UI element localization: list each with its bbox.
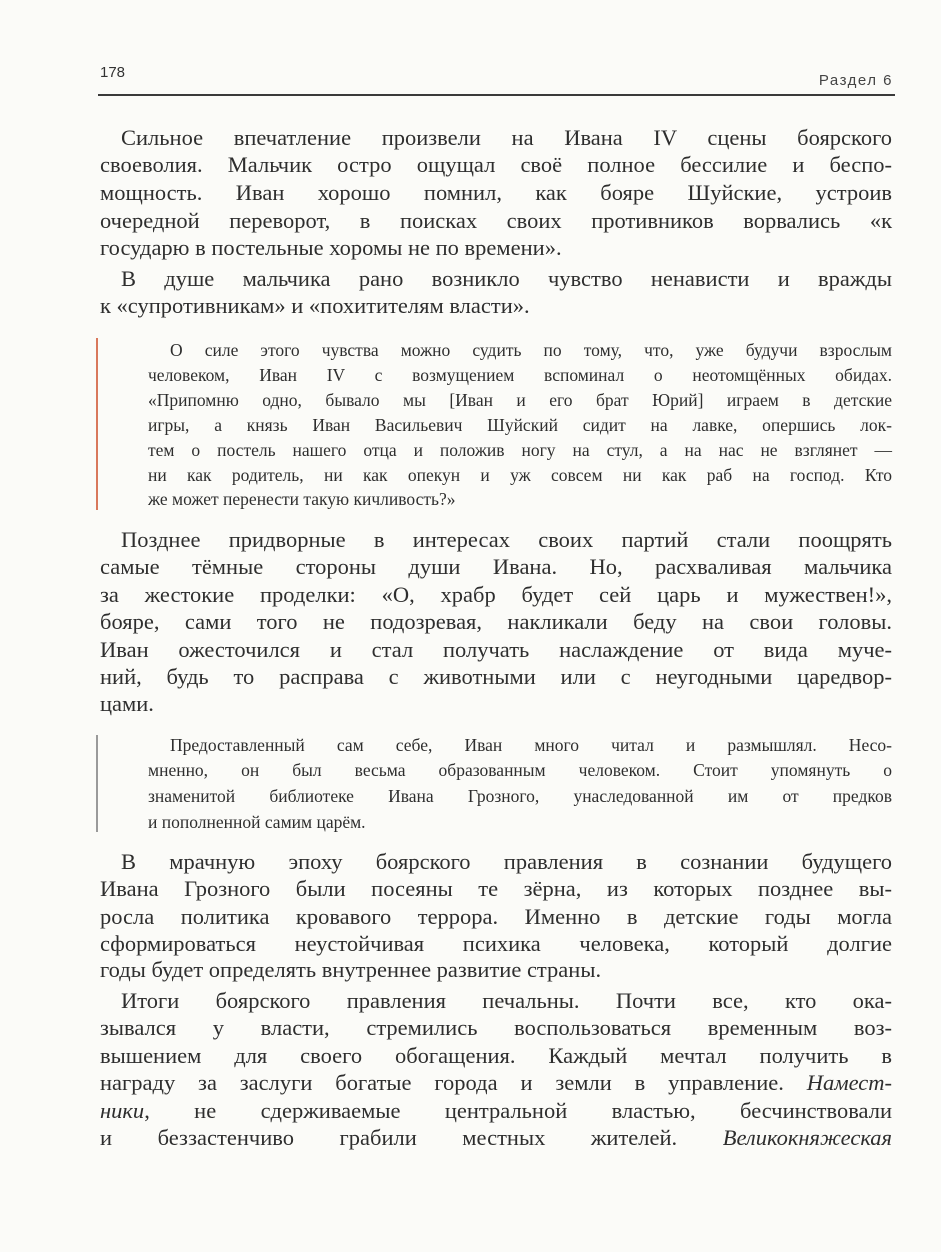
text-span: же может перенести такую кичливость?»	[148, 489, 456, 509]
text-span: Позднее придворные в интересах своих партий стали поощрять	[121, 527, 892, 552]
text-span: Иван ожесточился и стал получать наслаждение от вида муче-	[100, 637, 892, 662]
text-span: бояре, сами того не подозревая, накликали беду на свои головы.	[100, 609, 892, 634]
text-span: зывался у власти, стремились воспользоваться временным воз-	[100, 1015, 892, 1040]
text-span: самые тёмные стороны души Ивана. Но, расхваливая мальчика	[100, 554, 892, 579]
paragraph-line	[100, 1042, 892, 1070]
paragraph-line	[100, 930, 892, 958]
quote-line	[148, 413, 892, 438]
quote-line	[148, 388, 892, 413]
text-span: и пополненной самим царём.	[148, 812, 366, 832]
quote-line	[170, 338, 892, 363]
paragraph-line	[100, 1097, 892, 1125]
text-span: мощность. Иван хорошо помнил, как бояре Шуйские, устроив	[100, 180, 892, 205]
text-span: росла политика кровавого террора. Именно в детские годы могла	[100, 904, 892, 929]
paragraph-line	[100, 690, 892, 718]
text-span: награду за заслуги богатые города и земли в управление.	[100, 1070, 807, 1095]
paragraph-line	[100, 608, 892, 636]
text-span: «Припомню одно, бывало мы [Иван и его брат Юрий] играем в детские	[148, 390, 892, 410]
text-span: вышением для своего обогащения. Каждый мечтал получить в	[100, 1043, 892, 1068]
paragraph-line	[100, 581, 892, 609]
paragraph-line	[100, 956, 892, 984]
text-span: тем о постель нашего отца и положив ногу на стул, а на нас не взглянет —	[148, 440, 892, 460]
paragraph-line	[100, 553, 892, 581]
paragraph-line	[100, 875, 892, 903]
paragraph-line	[100, 179, 892, 207]
text-span: мненно, он был весьма образованным человеком. Стоит упомянуть о	[148, 760, 892, 780]
paragraph-line	[100, 151, 892, 179]
paragraph-line	[100, 292, 892, 320]
text-span: Предоставленный сам себе, Иван много читал и размышлял. Несо-	[170, 735, 892, 755]
text-span: сформироваться неустойчивая психика человека, который долгие	[100, 931, 892, 956]
quote-bar-2	[96, 735, 98, 832]
quote-line	[148, 363, 892, 388]
text-span: Сильное впечатление произвели на Ивана IV сцены боярского	[121, 125, 892, 150]
text-span: к «супротивникам» и «похитителям власти».	[100, 293, 530, 318]
text-span: за жестокие проделки: «О, храбр будет сей царь и мужествен!»,	[100, 582, 892, 607]
text-span: В душе мальчика рано возникло чувство ненависти и вражды	[121, 266, 892, 291]
quote-bar-1	[96, 338, 98, 510]
text-span: и беззастенчиво грабили местных жителей.	[100, 1125, 723, 1150]
paragraph-line	[121, 265, 892, 293]
italic-term: ники	[100, 1098, 145, 1123]
paragraph-line	[100, 234, 892, 262]
paragraph-line	[100, 903, 892, 931]
quote-line	[170, 733, 892, 758]
paragraph-line	[100, 1014, 892, 1042]
quote-line	[148, 438, 892, 463]
quote-line	[148, 758, 892, 783]
paragraph-line	[121, 848, 892, 876]
text-span: своеволия. Мальчик остро ощущал своё полное бессилие и беспо-	[100, 152, 892, 177]
text-span: государю в постельные хоромы не по времени».	[100, 235, 562, 260]
quote-line	[148, 784, 892, 809]
italic-term: Великокняжеская	[722, 1125, 892, 1150]
text-span: ни как родитель, ни как опекун и уж совсем ни как раб на господ. Кто	[148, 465, 892, 485]
quote-line	[148, 810, 892, 835]
text-span: В мрачную эпоху боярского правления в сознании будущего	[121, 849, 892, 874]
paragraph-line	[121, 124, 892, 152]
text-span: годы будет определять внутреннее развитие страны.	[100, 957, 602, 982]
text-span: , не сдерживаемые центральной властью, бесчинствовали	[144, 1098, 892, 1123]
quote-line	[148, 487, 892, 512]
header-rule	[98, 94, 895, 96]
section-title: Раздел 6	[818, 72, 893, 89]
text-span: Итоги боярского правления печальны. Почти все, кто ока-	[121, 988, 892, 1013]
text-span: О силе этого чувства можно судить по тому, что, уже будучи взрослым	[170, 340, 892, 360]
paragraph-line	[121, 526, 892, 554]
text-span: ний, будь то расправа с животными или с неугодными царедвор-	[100, 664, 892, 689]
text-span: человеком, Иван IV с возмущением вспоминал о неотомщённых обидах.	[148, 365, 892, 385]
italic-term: Намест-	[806, 1070, 892, 1095]
page-number: 178	[100, 64, 126, 81]
text-span: Ивана Грозного были посеяны те зёрна, из которых позднее вы-	[100, 876, 892, 901]
paragraph-line	[100, 1069, 892, 1097]
paragraph-line	[100, 207, 892, 235]
paragraph-line	[100, 663, 892, 691]
paragraph-line	[100, 636, 892, 664]
text-span: игры, а князь Иван Васильевич Шуйский сидит на лавке, опершись лок-	[148, 415, 892, 435]
text-span: знаменитой библиотеке Ивана Грозного, унаследованной им от предков	[148, 786, 892, 806]
paragraph-line	[121, 987, 892, 1015]
text-span: цами.	[100, 691, 154, 716]
quote-line	[148, 463, 892, 488]
paragraph-line	[100, 1124, 892, 1152]
text-span: очередной переворот, в поисках своих противников ворвались «к	[100, 208, 892, 233]
